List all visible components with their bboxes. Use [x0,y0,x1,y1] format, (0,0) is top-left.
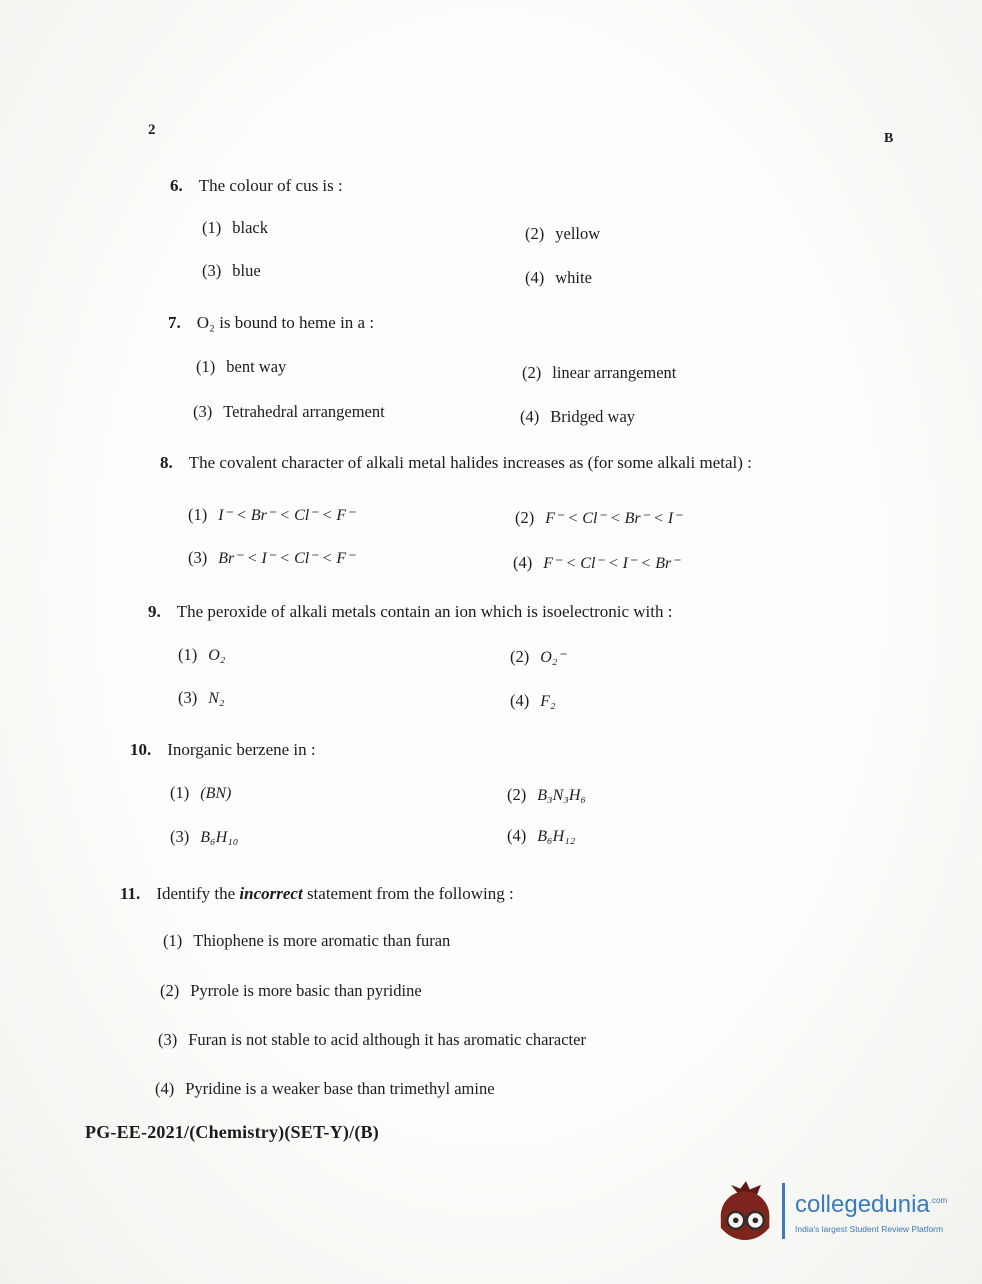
option-label: (2) [160,981,180,1000]
option-value: yellow [555,224,601,243]
question-8-option-2 [515,508,682,528]
question-10-option-3 [170,827,238,847]
option-value: blue [232,261,261,280]
question-9-text [148,602,672,622]
question-6-option-4 [525,268,592,288]
option-label: (3) [193,402,213,421]
question-8-option-1 [188,505,355,525]
question-7-option-1 [196,357,286,377]
option-value: bent way [226,357,287,376]
question-text: Inorganic berzene in : [167,740,316,759]
option-label: (3) [170,827,190,846]
question-10-option-2 [507,785,586,805]
question-text: The colour of cus is : [198,176,343,195]
option-label: (2) [510,647,530,666]
question-text-pre: Identify the [156,884,240,903]
option-value: N₂ [208,690,225,707]
option-label: (1) [196,357,216,376]
option-value: F⁻ < Cl⁻ < I⁻ < Br⁻ [543,555,680,572]
question-6-option-2 [525,224,600,244]
collegedunia-logo [718,1180,947,1242]
collegedunia-owl-icon [718,1180,774,1242]
option-value: B₃N₃H₆ [537,787,586,804]
question-11-option-4 [155,1079,495,1099]
option-value: O₂ [208,647,226,664]
option-value: Thiophene is more aromatic than furan [193,931,451,950]
option-label: (2) [515,508,535,527]
page-number: 2 [148,122,156,138]
question-number: 10. [130,740,152,759]
question-8-option-4 [513,553,680,573]
question-number: 9. [148,602,161,621]
question-11-text [120,884,514,904]
question-7-option-2 [522,363,676,383]
option-label: (3) [158,1030,178,1049]
question-text-emphasis: incorrect [239,884,303,903]
option-label: (1) [188,505,208,524]
option-label: (1) [170,783,190,802]
question-11-option-3 [158,1030,586,1050]
option-label: (4) [155,1079,175,1098]
option-value: Bridged way [550,407,636,426]
option-value: B₆H₁₀ [200,829,239,846]
option-value: black [232,218,268,237]
option-label: (2) [525,224,545,243]
option-label: (2) [522,363,542,382]
question-7-option-3 [193,402,385,422]
question-10-text [130,740,316,760]
question-7-text [168,313,374,333]
question-text: The covalent character of alkali metal halides increases as (for some alkali metal) : [188,453,752,472]
question-11-option-2 [160,981,422,1001]
question-number: 11. [120,884,141,903]
option-label: (3) [188,548,208,567]
option-value: B₆H₁₂ [537,828,576,845]
option-label: (1) [202,218,222,237]
option-label: (4) [507,826,527,845]
question-9-option-2 [510,647,566,667]
question-6-option-1 [202,218,268,238]
option-value: Pyrrole is more basic than pyridine [190,981,422,1000]
question-9-option-1 [178,645,225,665]
option-label: (3) [202,261,222,280]
question-7-option-4 [520,407,635,427]
option-label: (4) [525,268,545,287]
option-value: linear arrangement [552,363,677,382]
question-9-option-4 [510,691,556,711]
question-number: 7. [168,313,181,332]
question-11-option-1 [163,931,450,951]
question-number: 6. [170,176,183,195]
logo-brand-name [795,1188,947,1218]
option-label: (4) [513,553,533,572]
question-text: O₂ is bound to heme in a : [196,313,375,332]
question-8-text [160,453,752,473]
option-value: Pyridine is a weaker base than trimethyl amine [185,1079,495,1098]
option-value: F⁻ < Cl⁻ < Br⁻ < I⁻ [545,510,682,527]
option-value: Furan is not stable to acid although it has aromatic character [188,1030,586,1049]
question-6-text [170,176,343,196]
option-value: white [555,268,592,287]
logo-brand-text: collegedunia [795,1191,930,1218]
option-value: Br⁻ < I⁻ < Cl⁻ < F⁻ [218,550,355,567]
question-text-post: statement from the following : [302,884,514,903]
booklet-code: B [884,131,894,146]
option-label: (1) [178,645,198,664]
logo-brand-suffix: .com [929,1196,948,1205]
option-value: (BN) [200,785,232,802]
option-label: (2) [507,785,527,804]
question-8-option-3 [188,548,355,568]
question-9-option-3 [178,688,224,708]
question-text: The peroxide of alkali metals contain an ion which is isoelectronic with : [176,602,673,621]
question-10-option-1 [170,783,231,803]
option-value: Tetrahedral arrangement [223,402,385,421]
option-label: (4) [510,691,530,710]
question-10-option-4 [507,826,575,846]
footer-paper-code: PG-EE-2021/(Chemistry)(SET-Y)/(B) [85,1122,379,1142]
question-number: 8. [160,453,173,472]
option-value: F₂ [540,693,556,710]
logo-text [795,1188,947,1234]
logo-divider [782,1183,785,1239]
question-6-option-3 [202,261,261,281]
option-label: (3) [178,688,198,707]
option-label: (4) [520,407,540,426]
option-label: (1) [163,931,183,950]
logo-tagline: India's largest Student Review Platform [795,1224,944,1234]
option-value: O₂⁻ [540,649,566,666]
option-value: I⁻ < Br⁻ < Cl⁻ < F⁻ [218,507,355,524]
